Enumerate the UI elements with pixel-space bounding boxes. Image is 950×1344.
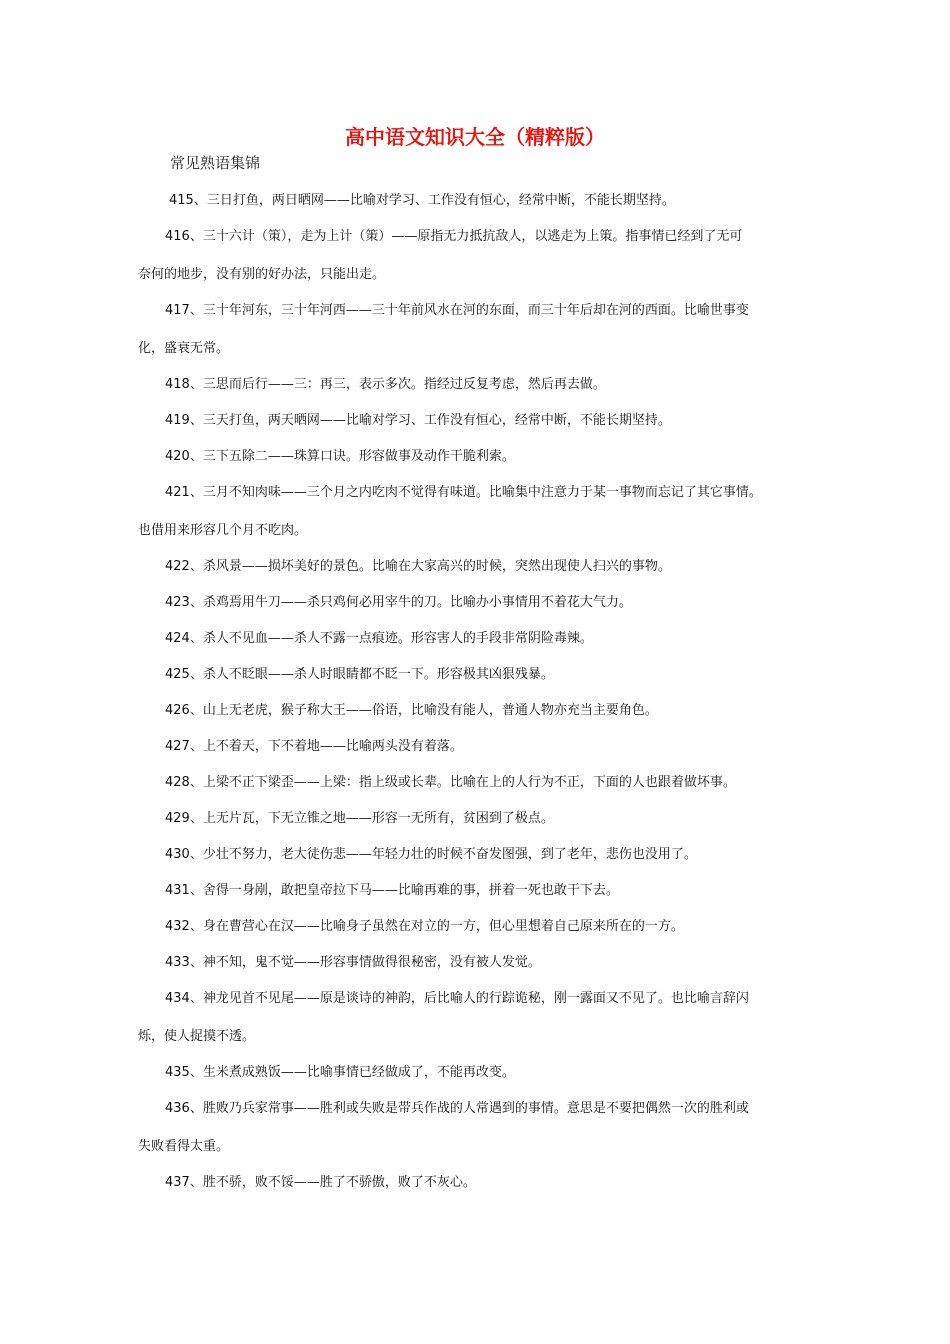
entry-first-line [138, 945, 818, 981]
list-item [138, 1055, 818, 1091]
entry-text: 、上梁不正下梁歪——上梁：指上级或长辈。比喻在上的人行为不正，下面的人也跟着做坏事。 [189, 775, 736, 790]
entry-number: 429 [165, 811, 190, 826]
entry-number: 433 [165, 955, 190, 970]
list-item [138, 909, 818, 945]
entry-number: 422 [165, 559, 190, 574]
list-item [138, 801, 818, 837]
entry-number: 415 [169, 193, 194, 208]
list-item [138, 765, 818, 801]
entry-number: 416 [165, 229, 190, 244]
entry-number: 420 [165, 449, 190, 464]
entry-first-line [138, 219, 818, 255]
entry-text: 、三下五除二——珠算口诀。形容做事及动作干脆利索。 [189, 449, 515, 464]
entry-first-line [138, 693, 818, 729]
list-item [138, 1091, 818, 1165]
entry-number: 417 [165, 303, 190, 318]
entry-first-line [138, 585, 818, 621]
entry-number: 428 [165, 775, 190, 790]
entry-text: 、三思而后行——三：再三，表示多次。指经过反复考虑，然后再去做。 [189, 377, 606, 392]
entry-text: 、神不知，鬼不觉——形容事情做得很秘密，没有被人发觉。 [189, 955, 541, 970]
entry-number: 418 [165, 377, 190, 392]
list-item [138, 873, 818, 909]
entry-continuation: 失败看得太重。 [138, 1139, 230, 1154]
entry-text: 、杀人不见血——杀人不露一点痕迹。形容害人的手段非常阴险毒辣。 [189, 631, 593, 646]
list-item [138, 693, 818, 729]
list-item [138, 183, 818, 219]
entry-text: 、三月不知肉味——三个月之内吃肉不觉得有味道。比喻集中注意力于某一事物而忘记了其它事情。 [189, 485, 762, 500]
list-item [138, 837, 818, 873]
entry-text: 、三天打鱼，两天晒网——比喻对学习、工作没有恒心，经常中断，不能长期坚持。 [189, 413, 671, 428]
entry-text: 、三十年河东，三十年河西——三十年前风水在河的东面，而三十年后却在河的西面。比喻世事变 [189, 303, 749, 318]
entry-text: 、上无片瓦，下无立锥之地——形容一无所有，贫困到了极点。 [189, 811, 554, 826]
entry-text: 、上不着天，下不着地——比喻两头没有着落。 [189, 739, 463, 754]
entry-first-line [138, 183, 818, 219]
list-item [138, 475, 818, 549]
list-item [138, 729, 818, 765]
entry-text: 、三十六计（策），走为上计（策）——原指无力抵抗敌人，以逃走为上策。指事情已经到了无可 [189, 229, 743, 244]
entry-first-line [138, 837, 818, 873]
entry-first-line [138, 367, 818, 403]
list-item [138, 945, 818, 981]
entry-text: 、身在曹营心在汉——比喻身子虽然在对立的一方，但心里想着自己原来所在的一方。 [189, 919, 684, 934]
entry-number: 436 [165, 1101, 190, 1116]
entry-first-line [138, 981, 818, 1017]
entry-continuation: 也借用来形容几个月不吃肉。 [138, 523, 308, 538]
entry-number: 437 [165, 1175, 190, 1190]
entry-number: 434 [165, 991, 190, 1006]
entry-number: 423 [165, 595, 190, 610]
entry-continuation: 烁，使人捉摸不透。 [138, 1029, 256, 1044]
entry-text: 、杀人不眨眼——杀人时眼睛都不眨一下。形容极其凶狠残暴。 [189, 667, 554, 682]
entry-text: 、杀风景——损坏美好的景色。比喻在大家高兴的时候，突然出现使人扫兴的事物。 [189, 559, 671, 574]
entry-first-line [138, 439, 818, 475]
entry-number: 424 [165, 631, 190, 646]
entry-number: 426 [165, 703, 190, 718]
entry-first-line [138, 293, 818, 329]
entry-number: 419 [165, 413, 190, 428]
entry-number: 432 [165, 919, 190, 934]
list-item [138, 439, 818, 475]
entry-list [138, 183, 818, 1201]
entry-number: 430 [165, 847, 190, 862]
entry-text: 、胜不骄，败不馁——胜了不骄傲，败了不灰心。 [189, 1175, 476, 1190]
entry-text: 、少壮不努力，老大徒伤悲——年轻力壮的时候不奋发图强，到了老年，悲伤也没用了。 [189, 847, 697, 862]
entry-first-line [138, 1165, 818, 1201]
entry-text: 、三日打鱼，两日晒网——比喻对学习、工作没有恒心，经常中断，不能长期坚持。 [193, 193, 675, 208]
list-item [138, 657, 818, 693]
list-item [138, 219, 818, 293]
entry-first-line [138, 1091, 818, 1127]
list-item [138, 981, 818, 1055]
entry-first-line [138, 621, 818, 657]
document-title: 高中语文知识大全（精粹版） [345, 125, 605, 149]
entry-first-line [138, 549, 818, 585]
entry-text: 、杀鸡焉用牛刀——杀只鸡何必用宰牛的刀。比喻办小事情用不着花大气力。 [189, 595, 632, 610]
entry-first-line [138, 657, 818, 693]
entry-text: 、舍得一身剐，敢把皇帝拉下马——比喻再难的事，拼着一死也敢干下去。 [189, 883, 619, 898]
list-item [138, 621, 818, 657]
entry-text: 、生米煮成熟饭——比喻事情已经做成了，不能再改变。 [189, 1065, 515, 1080]
entry-first-line [138, 1055, 818, 1091]
entry-continuation: 奈何的地步，没有别的好办法，只能出走。 [138, 267, 386, 282]
entry-text: 、山上无老虎，猴子称大王——俗语，比喻没有能人，普通人物亦充当主要角色。 [189, 703, 658, 718]
entry-first-line [138, 765, 818, 801]
entry-number: 427 [165, 739, 190, 754]
list-item [138, 293, 818, 367]
list-item [138, 549, 818, 585]
entry-first-line [138, 909, 818, 945]
entry-continuation: 化，盛衰无常。 [138, 341, 230, 356]
entry-text: 、神龙见首不见尾——原是谈诗的神韵，后比喻人的行踪诡秘，刚一露面又不见了。也比喻言辞闪 [189, 991, 749, 1006]
entry-number: 431 [165, 883, 190, 898]
entry-first-line [138, 729, 818, 765]
list-item [138, 403, 818, 439]
list-item [138, 1165, 818, 1201]
entry-number: 435 [165, 1065, 190, 1080]
entry-number: 425 [165, 667, 190, 682]
entry-first-line [138, 475, 818, 511]
entry-text: 、胜败乃兵家常事——胜利或失败是带兵作战的人常遇到的事情。意思是不要把偶然一次的胜利或 [189, 1101, 749, 1116]
list-item [138, 585, 818, 621]
entry-first-line [138, 403, 818, 439]
list-item [138, 367, 818, 403]
entry-first-line [138, 801, 818, 837]
entry-first-line [138, 873, 818, 909]
section-heading: 常见熟语集锦 [170, 154, 261, 172]
entry-number: 421 [165, 485, 190, 500]
